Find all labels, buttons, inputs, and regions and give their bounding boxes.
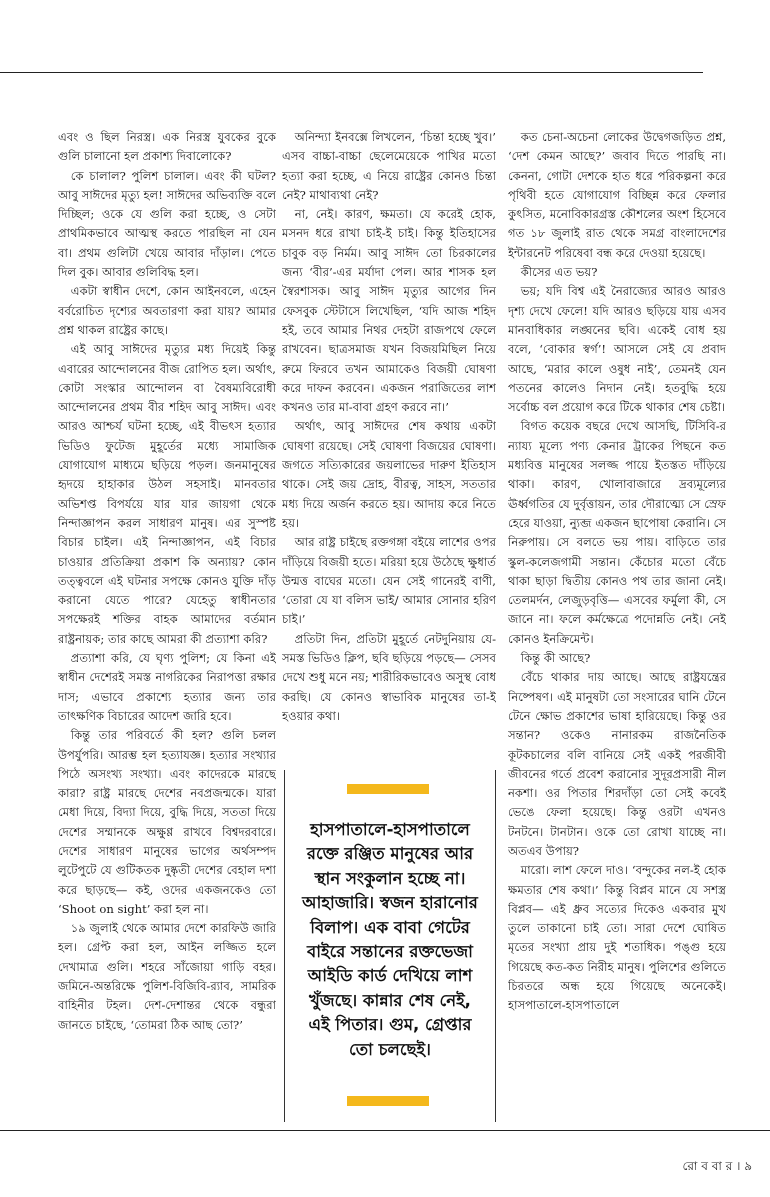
bottom-rule [0, 1130, 770, 1131]
paragraph: ১৯ জুলাই থেকে আমার দেশে কারফিউ জারি হল। গ্রেপ্ট করা হল, আইন লজ্জিত হলে দেখামাত্র গুলি। শহরে সাঁজোয়া গাড়ি বহর। জমিনে-অন্তরিক্ষে পুলিশ-বিজিবি-র‍্যাব, সামরিক বাহিনীর টহল। দেশ-দেশান্তর থেকে বন্ধুরা জানতে চাইছে, ‘তোমরা ঠিক আছ তো?’ [58, 921, 276, 1032]
paragraph: না, নেই। কারণ, ক্ষমতা। যে করেই হোক, মসনদ ধরে রাখা চাই-ই চাই। কিন্তু ইতিহাসের চাবুক বড় নির্মম। আবু সাঈদ তো চিরকালের জন্য ‘বীর’-এর মর্যাদা পেল। আর শাসক হল স্বৈরশাসক। আবু সাঈদ মৃত্যুর আগের দিন ফেসবুক স্টেটাসে লিখেছিল, ‘যদি আজ শহিদ হই, তবে আমার নিথর দেহটা রাজপথে ফেলে রাখবেন। ছাত্রসমাজ যখন বিজয়মিছিল নিয়ে রুমে ফিরবে তখন আমাকেও বিজয়ী ঘোষণা করে দাফন করবেন। একজন পরাজিতের লাশ কখনও তার মা-বাবা গ্রহণ করবে না।’ [282, 207, 496, 415]
paragraph: কত চেনা-অচেনা লোকের উদ্বেগজড়িত প্রশ্ন, ‘দেশ কেমন আছে?’ জবাব দিতে পারছি না। কেননা, গোটা দেশকে হাত ধরে পরিকল্পনা করে পৃথিবী হতে যোগাযোগ বিচ্ছিন্ন করে ফেলার কুৎসিত, মনোবিকারগ্রস্ত কৌশলের অংশ হিসেবে গত ১৮ জুলাই রাত থেকে সমগ্র বাংলাদেশের ইন্টারনেট পরিষেবা বন্ধ করে দেওয়া হয়েছে। [508, 130, 726, 260]
pull-quote-text: হাসপাতালে-হাসপাতালে রক্তে রঞ্জিত মানুষের আর স্থান সংকুলান হচ্ছে না। আহাজারি। স্বজন হারানোর বিলাপ। এক বাবা গেটের বাইরে সন্তানের রক্তভেজা আইডি কার্ড দেখিয়ে লাশ খুঁজছে। কান্নার শেষ নেই, এই পিতার। গুম, গ্রেপ্তার তো চলছেই। [302, 820, 478, 1059]
paragraph: কিন্তু কী আছে? [520, 651, 591, 666]
paragraph: একটা স্বাধীন দেশে, কোন আইনবলে, এহেন বর্বরোচিত দৃশ্যের অবতারণা করা যায়? আমার প্রশ্ন থাকল রাষ্ট্রের কাছে। [58, 284, 276, 337]
pull-quote-accent-top [347, 784, 429, 794]
paragraph: এবং ও ছিল নিরস্ত্র। এক নিরস্ত্র যুবকের বুকে গুলি চালানো হল প্রকাশ্য দিবালোকে? [58, 130, 276, 164]
paragraph: ভয়; যদি বিশ্ব এই নৈরাজ্যের আরও আরও দৃশ্য দেখে ফেলে! যদি আরও ছড়িয়ে যায় এসব মানবাধিকার লঙ্ঘনের ছবি। একেই বোধ হয় বলে, ‘বোকার স্বর্গ’! আসলে সেই যে প্রবাদ আছে, ‘মরার কালে ওষুধ নাই’, তেমনই যেন পতনের কালেও নিদান নেই। হতবুদ্ধি হয়ে সর্বোচ্চ বল প্রয়োগ করে টিকে থাকার শেষ চেষ্টা। [508, 284, 726, 415]
column-1 [58, 128, 276, 1035]
page-folio: রো ব বা র । ৯ [682, 1159, 752, 1173]
paragraph: কীসের এত ভয়? [520, 265, 598, 280]
top-rule [0, 72, 703, 73]
paragraph: বেঁচে থাকার দায় আছে। আছে রাষ্ট্রযন্ত্রের নিষ্পেষণ। এই মানুষটা তো সংসারের ঘানি টেনে টেনে ক্ষোভ প্রকাশের ভাষা হারিয়েছে। কিন্তু ওর সন্তান? ওকেও নানারকম রাজনৈতিক কূটকচালের বলি বানিয়ে সেই একই পরজীবী জীবনের গর্তে প্রবেশ করানোর সুদূরপ্রসারী নীল নকশা। ওর পিতার শিরদাঁড়া তো সেই কবেই ভেঙে ফেলা হয়েছে। কিন্তু ওরটা এখনও টনটনে। টানটান। ওকে তো রোখা যাচ্ছে না। অতএব উপায়? [508, 670, 726, 858]
paragraph: মারো। লাশ ফেলে দাও। ‘বন্দুকের নল-ই হোক ক্ষমতার শেষ কথা।’ কিন্তু বিপ্লব মানে যে সশস্ত্র বিপ্লব— এই ধ্রুব সত্যের দিকেও একবার মুখ তুলে তাকানো চাই তো। সারা দেশে ঘোষিত মৃতের সংখ্যা প্রায় দুই শতাধিক। পঙ্গু হয়ে গিয়েছে কত-কত নিরীহ মানুষ। পুলিশের গুলিতে চিরতরে অন্ধ হয়ে গিয়েছে অনেকেই। হাসপাতালে-হাসপাতালে [508, 863, 726, 1013]
paragraph: প্রতিটা দিন, প্রতিটা মুহূর্তে নেটদুনিয়ায় যে-সমস্ত ভিডিও ক্লিপ, ছবি ছড়িয়ে পড়ছে— সেসব দেখে শুধু মনে নয়; শারীরিকভাবেও অসুস্থ বোধ করছি। যে কোনও স্বাভাবিক মানুষের তা-ই হওয়ার কথা। [282, 631, 496, 723]
pull-quote-accent-bottom [347, 1096, 429, 1106]
paragraph: অর্থাৎ, আবু সাঈদের শেষ কথায় একটা ঘোষণা রয়েছে। সেই ঘোষণা বিজয়ের ঘোষণা। জগতে সত্যিকারের জয়লাভের দারুণ ইতিহাস থাকে। সেই জয় দ্রোহ, বীরত্ব, সাহস, সততার মধ্য দিয়ে অর্জন করতে হয়। আদায় করে নিতে হয়। [282, 419, 496, 530]
paragraph: কিন্তু তার পরিবর্তে কী হল? গুলি চলল উপর্যুপরি। আরম্ভ হল হত্যাযজ্ঞ। হত্যার সংখ্যার পিঠে অসংখ্য সংখ্যা। এবং কাদেরকে মারছে কারা? রাষ্ট্র মারছে দেশের নবপ্রজন্মকে। যারা মেধা দিয়ে, বিদ্যা দিয়ে, বুদ্ধি দিয়ে, সততা দিয়ে দেশের সম্মানকে অক্ষুণ্ণ রাখবে বিশ্বদরবারে। দেশের সাধারণ মানুষের ভাগের অর্থসম্পদ লুটেপুটে যে গুটিকতক দুষ্কৃতী দেশের বেহাল দশা করে ছাড়ছে— কই, ওদের একজনকেও তো ‘Shoot on sight’ করা হল না। [58, 728, 276, 916]
paragraph: আর রাষ্ট্র চাইছে রক্তগঙ্গা বইয়ে লাশের ওপর দাঁড়িয়ে বিজয়ী হতে। মরিয়া হয়ে উঠেছে ক্ষুধার্ত উন্মত্ত বাঘের মতো। যেন সেই গানেরই বাণী, ‘তোরা যে যা বলিস ভাই/ আমার সোনার হরিণ চাই।’ [282, 535, 496, 627]
paragraph: প্রত্যাশা করি, যে ঘৃণ্য পুলিশ; যে কিনা এই স্বাধীন দেশেরই সমস্ত নাগরিকের নিরাপত্তা রক্ষার দাস; এভাবে প্রকাশ্যে হত্যার জন্য তার তাৎক্ষণিক বিচারের আদেশ জারি হবে। [58, 651, 276, 723]
paragraph: অনিন্দ্যা ইনবক্সে লিখলেন, ‘চিন্তা হচ্ছে খুব।’ এসব বাচ্চা-বাচ্চা ছেলেমেয়েকে পাখির মতো হত্যা করা হচ্ছে, এ নিয়ে রাষ্ট্রের কোনও চিন্তা নেই? মাথাব্যথা নেই? [282, 130, 496, 202]
pull-quote-box [284, 770, 496, 1122]
paragraph: কে চালাল? পুলিশ চালাল। এবং কী ঘটল? আবু সাঈদের মৃত্যু হল! সাঈদের অভিব্যক্তি বলে দিচ্ছিল; ওকে যে গুলি করা হচ্ছে, ও সেটা প্রাথমিকভাবে আত্মস্থ করতে পারছিল না যেন বা। প্রথম গুলিটা খেয়ে আবার দাঁড়াল। পেতে দিল বুক। আবার গুলিবিদ্ধ হল। [58, 168, 276, 280]
column-3 [508, 128, 726, 1016]
column-2 [282, 128, 496, 726]
paragraph: বিগত কয়েক বছরে দেখে আসছি, টিসিবি-র ন্যায্য মূল্যে পণ্য কেনার ট্রাকের পিছনে কত মধ্যবিত্ত মানুষের সলজ্জ পায়ে ইতস্তত দাঁড়িয়ে থাকা। কারণ, খোলাবাজারে দ্রব্যমূল্যের ঊর্ধ্বগতির যে দুর্বৃত্তায়ন, তার দৌরাত্ম্যে সে স্রেফ হেরে যাওয়া, ন্যুব্জ একজন ছাপোষা কেরানি। সে নিরুপায়। সে বলতে ভয় পায়। বাড়িতে তার স্কুল-কলেজগামী সন্তান। কেঁচোর মতো বেঁচে থাকা ছাড়া দ্বিতীয় কোনও পথ তার জানা নেই। তেলমর্দন, লেজুড়বৃত্তি— এসবের ফর্মুলা কী, সে জানে না। ফলে কর্মক্ষেত্রে পদোন্নতি নেই। নেই কোনও ইনক্রিমেন্ট। [508, 419, 726, 646]
paragraph: এই আবু সাঈদের মৃত্যুর মধ্য দিয়েই কিন্তু এবারের আন্দোলনের বীজ রোপিত হল। অর্থাৎ, কোটা সংস্কার আন্দোলন বা বৈষম্যবিরোধী আন্দোলনের প্রথম বীর শহিদ আবু সাঈদ। এবং আরও আশ্চর্য ঘটনা হচ্ছে, এই বীভৎস হত্যার ভিডিও ফুটেজ মুহূর্তের মধ্যে সামাজিক যোগাযোগ মাধ্যমে ছড়িয়ে পড়ল। জনমানুষের হৃদয়ে হাহাকার উঠল সহসাই। মানবতার অভিশপ্ত বিপর্যয়ে যার যার জায়গা থেকে নিন্দাজ্ঞাপন করল সাধারণ মানুষ। এর সুস্পষ্ট বিচার চাইল। এই নিন্দাজ্ঞাপন, এই বিচার চাওয়ার প্রতিক্রিয়া প্রকাশ কি অন্যায়? কোন তত্ত্ববলে এই ঘটনার সপক্ষে কোনও যুক্তি দাঁড় করানো যেতে পারে? যেহেতু স্বাধীনতার সপক্ষেরই শক্তির বাহক আমাদের বর্তমান রাষ্ট্রনায়ক; তার কাছে আমরা কী প্রত্যাশা করি? [58, 342, 276, 646]
